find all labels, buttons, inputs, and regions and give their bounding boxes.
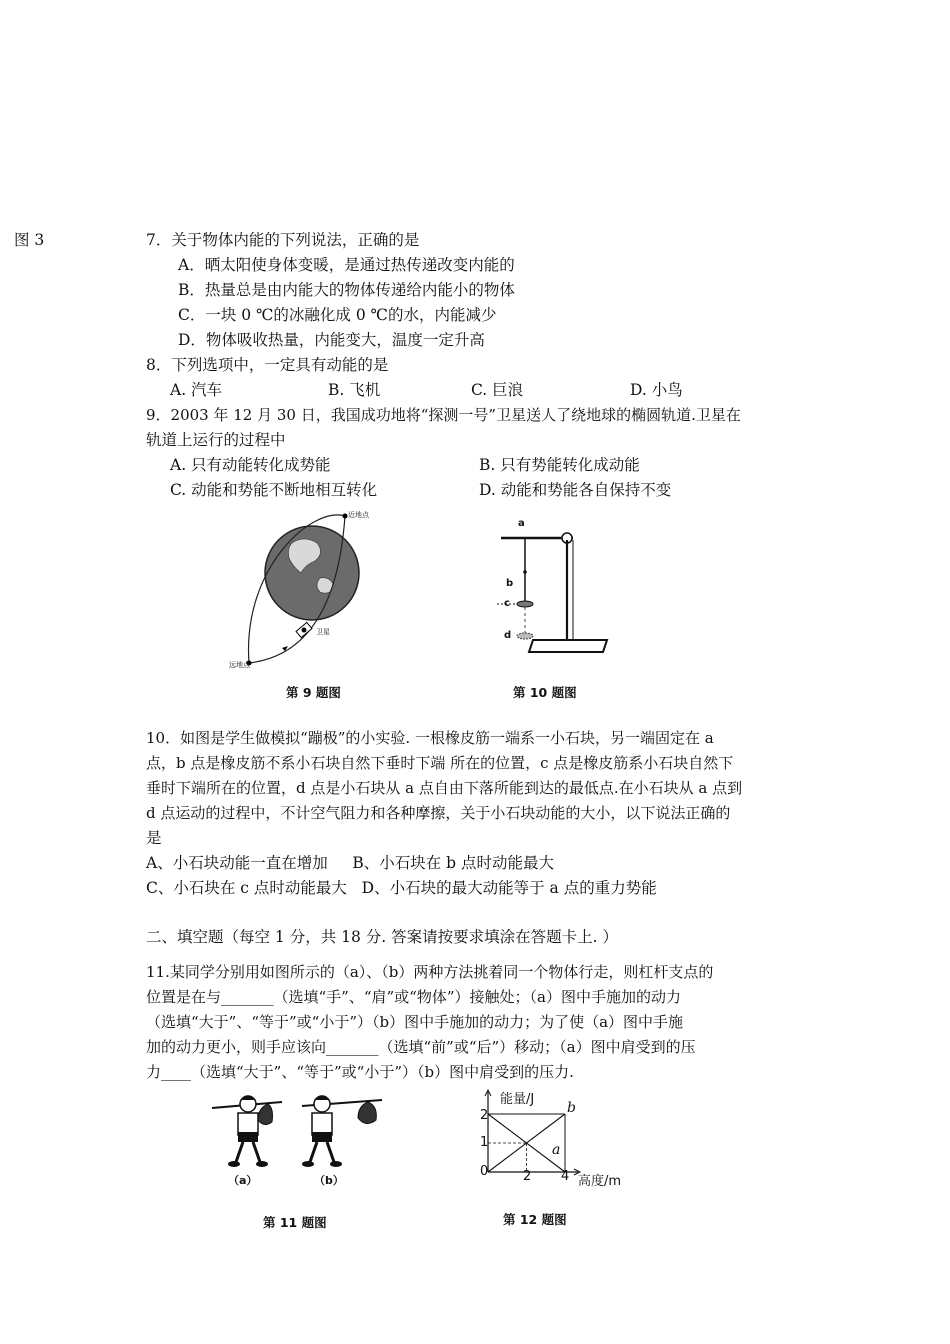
fig12-xlabel: 高度/m: [578, 1174, 622, 1189]
q9-stem-line1: 9．2003 年 12 月 30 日，我国成功地将“探测一号”卫星送人了绕地球的椭圆轨道.卫星在: [146, 406, 741, 424]
q10-line3: 垂时下端所在的位置，d 点是小石块从 a 点自由下落所能到达的最低点.在小石块从 a 点到: [146, 779, 743, 797]
fig3-label: 图 3: [14, 231, 45, 249]
q7-option-c: C．一块 0 ℃的冰融化成 0 ℃的水，内能减少: [178, 306, 497, 324]
q10-line5: 是: [146, 829, 162, 847]
satellite-icon: [296, 622, 312, 637]
fig12-xtick-4: 4: [561, 1169, 570, 1184]
person-b: [302, 1096, 382, 1167]
q7-option-d: D．物体吸收热量，内能变大，温度一定升高: [178, 331, 485, 349]
q7-option-a: A．晒太阳使身体变暖，是通过热传递改变内能的: [178, 256, 515, 274]
fig10-caption: 第 10 题图: [513, 685, 577, 700]
q9-option-d: D. 动能和势能各自保持不变: [479, 481, 672, 499]
q8-option-c: C. 巨浪: [471, 381, 524, 399]
fig12-line-a-label: a: [552, 1142, 561, 1158]
q8-option-a: A. 汽车: [170, 381, 223, 399]
stone-d: [517, 633, 533, 639]
fig10-point-a: a: [518, 518, 525, 529]
fig12-caption: 第 12 题图: [503, 1212, 567, 1227]
fig11-label-a: （a）: [228, 1174, 258, 1187]
stand-base: [529, 640, 607, 652]
q9-option-a: A. 只有动能转化成势能: [170, 456, 331, 474]
q10-line4: d 点运动的过程中，不计空气阻力和各种摩擦，关于小石块动能的大小，以下说法正确的: [146, 804, 731, 822]
fig12-xtick-2: 2: [523, 1169, 532, 1184]
q8-option-d: D. 小鸟: [630, 381, 683, 399]
fig9-far-point: 远地点: [229, 661, 250, 669]
fig12-ytick-0: 0: [480, 1164, 489, 1179]
fig12-ytick-2: 2: [480, 1108, 489, 1123]
fig12-ylabel: 能量/J: [500, 1092, 535, 1107]
section2-heading: 二、填空题（每空 1 分，共 18 分. 答案请按要求填涂在答题卡上. ）: [146, 928, 619, 946]
q11-line2: 位置是在与_______（选填“手”、“肩”或“物体”）接触处；（a）图中手施加的动力: [146, 988, 681, 1006]
fig9-orbit-diagram: [222, 508, 392, 673]
fig12-ytick-1: 1: [480, 1135, 489, 1150]
q10-line1: 10．如图是学生做模拟“蹦极”的小实验. 一根橡皮筋一端系一小石块，另一端固定在 a: [146, 729, 714, 747]
fig9-near-point: 近地点: [348, 511, 369, 519]
q11-line4: 加的动力更小，则手应该向_______（选填“前”或“后”）移动；（a）图中肩受到的压: [146, 1038, 696, 1056]
bundle-a: [258, 1104, 273, 1125]
fig9-satellite-label: 卫星: [316, 628, 330, 636]
q7-option-b: B．热量总是由内能大的物体传递给内能小的物体: [178, 281, 515, 299]
fig11-label-b: （b）: [314, 1174, 344, 1187]
q11-line1: 11.某同学分别用如图所示的（a）、（b）两种方法挑着同一个物体行走，则杠杆支点的: [146, 963, 714, 981]
fig9-caption: 第 9 题图: [286, 685, 341, 700]
q9-stem-line2: 轨道上运行的过程中: [146, 431, 286, 449]
near-point-dot: [343, 514, 348, 519]
earth: [265, 526, 359, 620]
q10-options-row1: A、小石块动能一直在增加 B、小石块在 b 点时动能最大: [146, 854, 554, 872]
fig10-point-b: b: [506, 578, 514, 589]
fig12-line-b-label: b: [567, 1100, 576, 1116]
bundle-b: [358, 1102, 376, 1124]
q10-options-row2: C、小石块在 c 点时动能最大 D、小石块的最大动能等于 a 点的重力势能: [146, 879, 657, 897]
q11-line5: 力____（选填“大于”、“等于”或“小于”）（b）图中肩受到的压力.: [146, 1063, 574, 1081]
fig10-point-d: d: [504, 630, 512, 641]
q10-line2: 点，b 点是橡皮筋不系小石块自然下垂时下端 所在的位置，c 点是橡皮筋系小石块自然下: [146, 754, 734, 772]
stone-c: [517, 601, 533, 607]
person-a: [212, 1096, 282, 1167]
fig11-caption: 第 11 题图: [263, 1215, 327, 1230]
q9-option-b: B. 只有势能转化成动能: [479, 456, 640, 474]
q8-stem: 8．下列选项中，一定具有动能的是: [146, 356, 389, 374]
fig11-carrying-illustration: [210, 1090, 390, 1170]
fig10-point-c: c: [504, 598, 510, 609]
q8-option-b: B. 飞机: [328, 381, 381, 399]
q11-line3: （选填“大于”、“等于”或“小于”）（b）图中手施加的动力；为了使（a）图中手施: [146, 1013, 684, 1031]
q7-stem: 7．关于物体内能的下列说法，正确的是: [146, 231, 420, 249]
q9-option-c: C. 动能和势能不断地相互转化: [170, 481, 378, 499]
